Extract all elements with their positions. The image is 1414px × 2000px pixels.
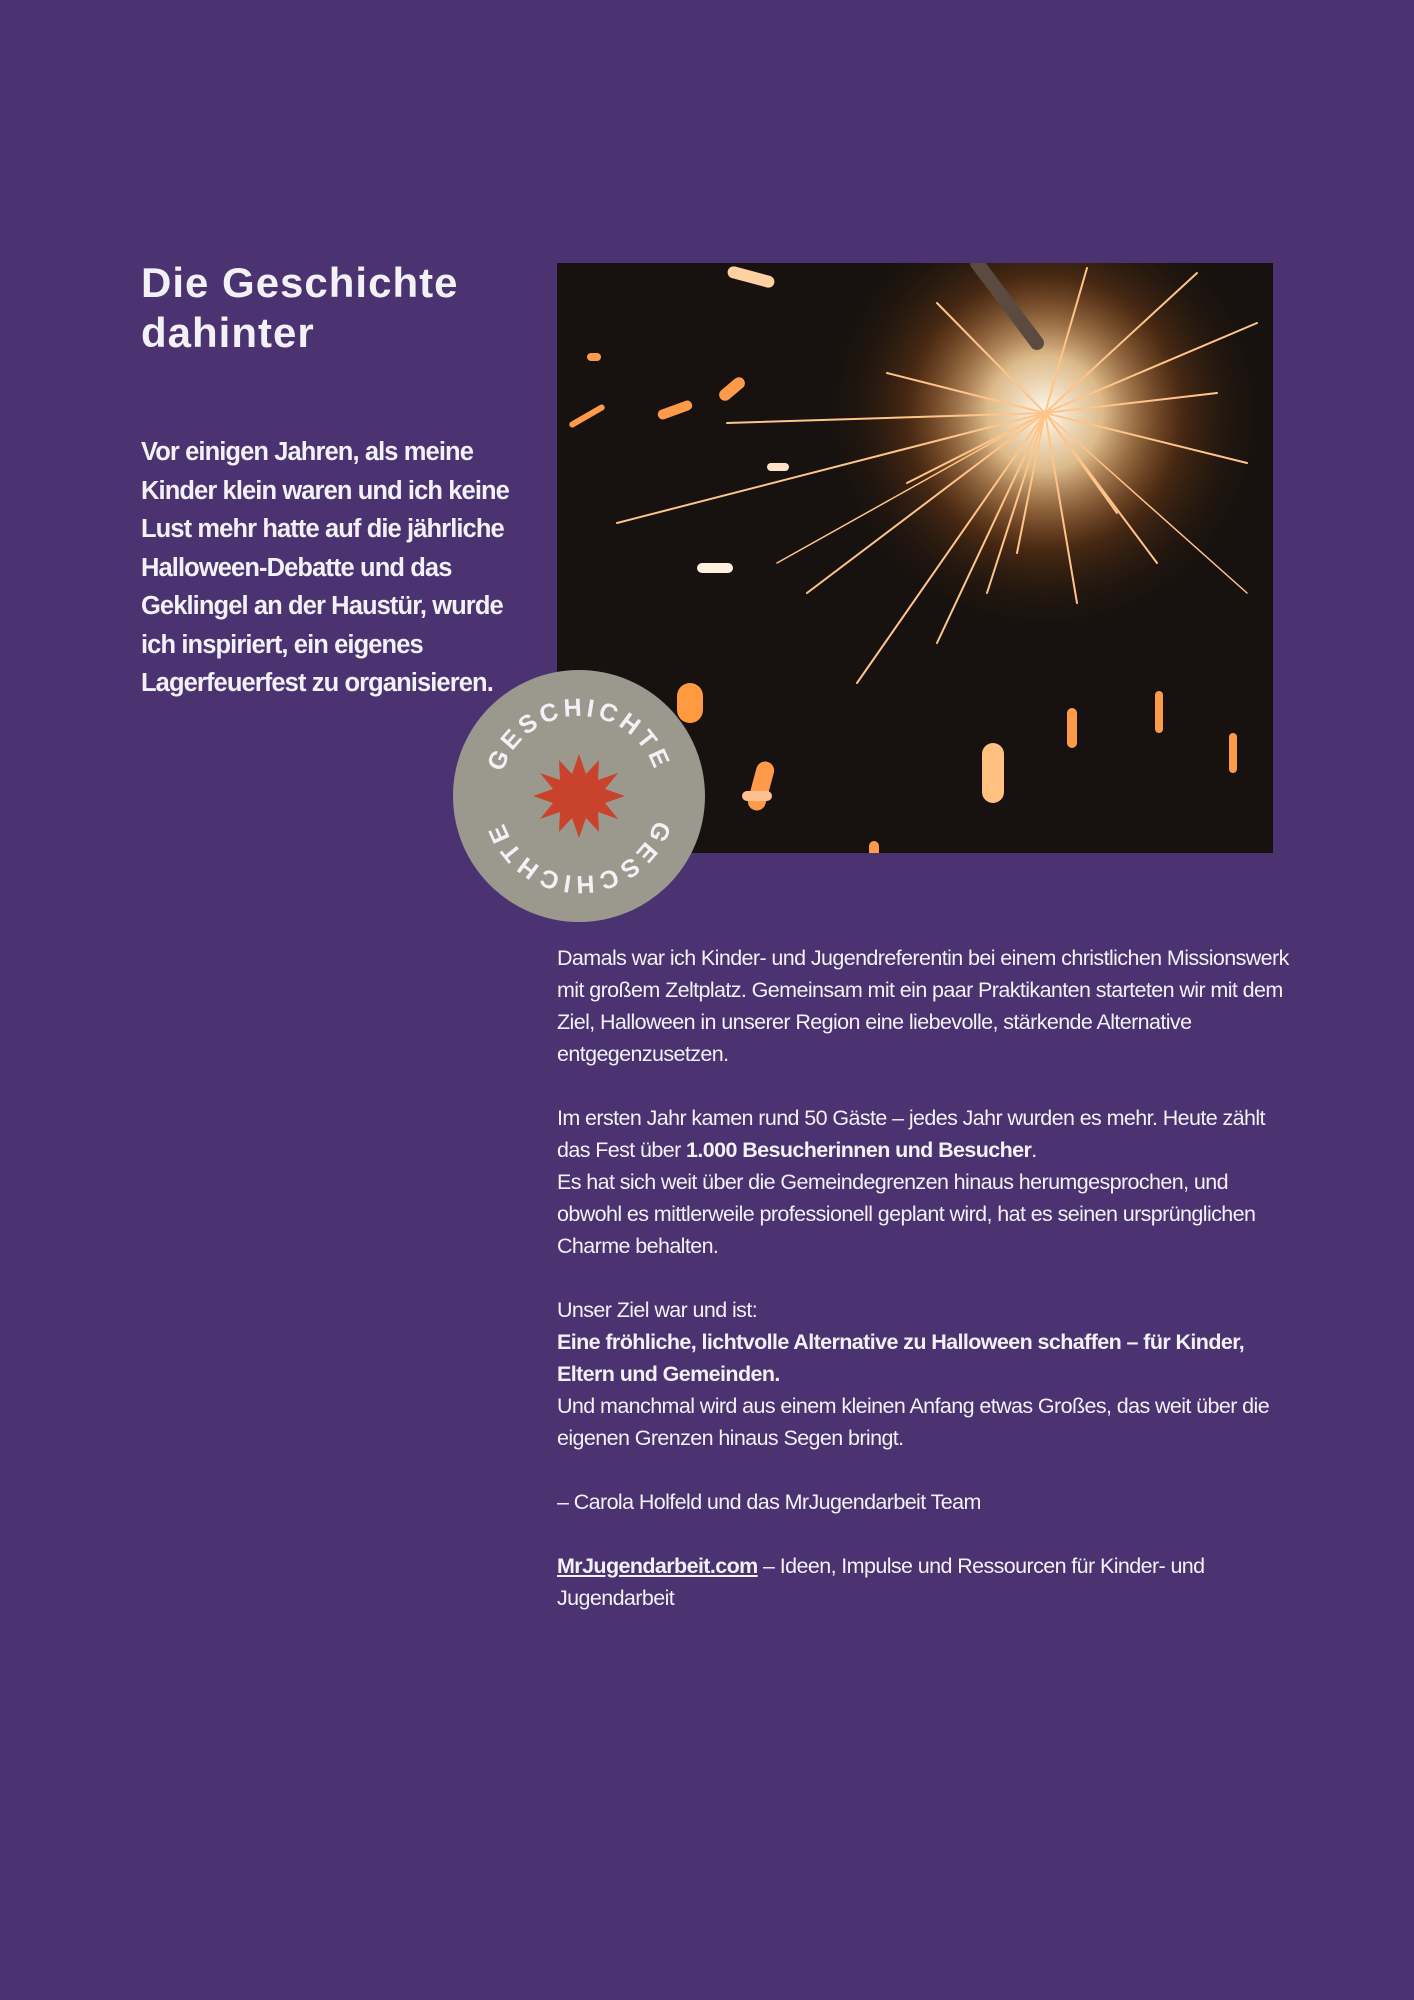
footer-line: MrJugendarbeit.com – Ideen, Impulse und Ressourcen für Kinder- und Jugendarbeit — [557, 1554, 1205, 1610]
signature: – Carola Holfeld und das MrJugendarbeit Team — [557, 1490, 981, 1514]
badge-text-bottom: GESCHICHTE — [481, 816, 677, 899]
paragraph-growth: Im ersten Jahr kamen rund 50 Gäste – jedes Jahr wurden es mehr. Heute zählt das Fest über 1.000 Besucherinnen und Besucher. Es hat sich weit über die Gemeindegrenzen hinaus herumgesprochen, und obwohl es mittlerweile professionell geplant wird, hat es seinen ursprünglichen Charme behalten. — [557, 1106, 1265, 1258]
goal-statement: Eine fröhliche, lichtvolle Alternative zu Halloween schaffen – für Kinder, Eltern und Gemeinden. — [557, 1330, 1245, 1386]
badge-text-top: GESCHICHTE — [481, 693, 677, 776]
story-body — [557, 942, 1297, 1646]
geschichte-badge — [453, 670, 705, 922]
visitor-count-highlight: 1.000 Besucherinnen und Besucher — [686, 1138, 1032, 1162]
star-icon — [533, 754, 625, 838]
paragraph-background: Damals war ich Kinder- und Jugendreferentin bei einem christlichen Missionswerk mit großem Zeltplatz. Gemeinsam mit ein paar Praktikanten starteten wir mit dem Ziel, Halloween in unserer Region eine liebevolle, stärkende Alternative entgegenzusetzen. — [557, 946, 1289, 1066]
website-link[interactable]: MrJugendarbeit.com — [557, 1554, 758, 1578]
paragraph-goal: Unser Ziel war und ist: Eine fröhliche, lichtvolle Alternative zu Halloween schaffen – für Kinder, Eltern und Gemeinden. Und manchmal wird aus einem kleinen Anfang etwas Großes, das weit über die eigenen Grenzen hinaus Segen bringt. — [557, 1298, 1270, 1450]
lead-paragraph: Vor einigen Jahren, als meine Kinder klein waren und ich keine Lust mehr hatte auf die jährliche Halloween-Debatte und das Geklingel an der Haustür, wurde ich inspiriert, ein eigenes Lagerfeuerfest zu organisieren. — [141, 438, 509, 697]
page-title: Die Geschichte dahinter — [141, 259, 459, 356]
